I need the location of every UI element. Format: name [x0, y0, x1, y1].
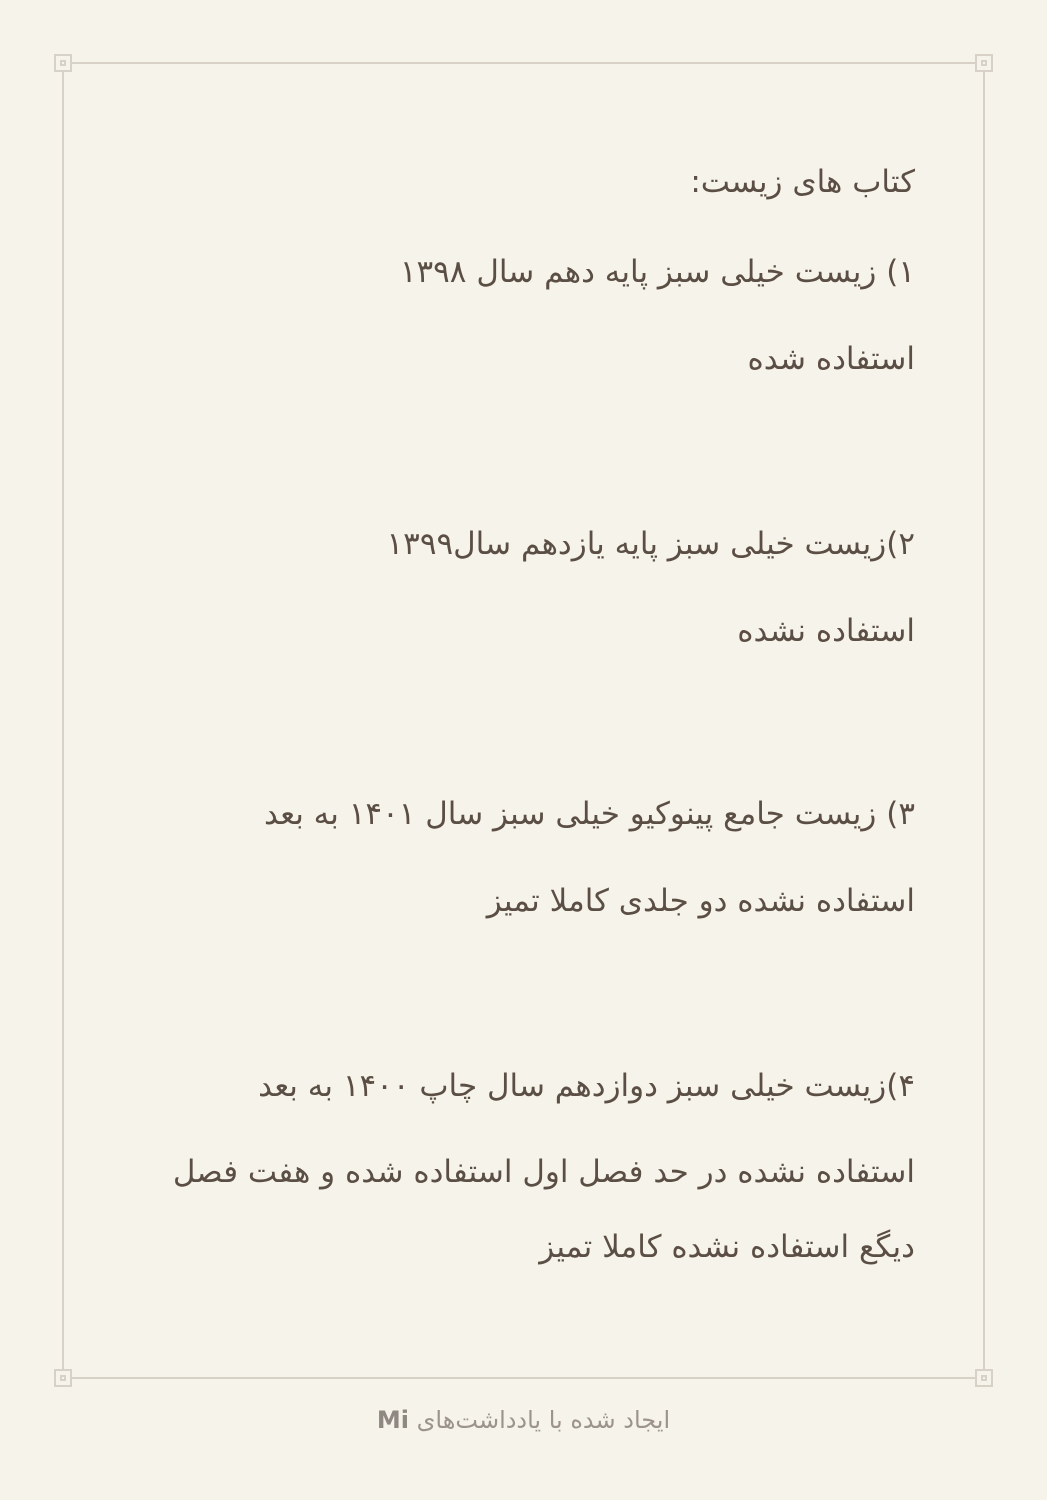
book-1-condition: استفاده شده: [747, 341, 915, 377]
book-2-condition: استفاده نشده: [737, 613, 915, 649]
mi-brand: Mi: [376, 1406, 409, 1434]
book-4-condition-line-1: استفاده نشده در حد فصل اول استفاده شده و هفت فصل: [172, 1154, 915, 1190]
bottom-left-corner-ornament: [54, 1369, 72, 1387]
footer-text: ایجاد شده با یادداشت‌های: [416, 1406, 671, 1434]
book-3-title: ۳) زیست جامع پینوکیو خیلی سبز سال ۱۴۰۱ به بعد: [263, 796, 915, 832]
book-3-condition: استفاده نشده دو جلدی کاملا تمیز: [486, 883, 915, 919]
book-2-title: ۲)زیست خیلی سبز پایه یازدهم سال۱۳۹۹: [386, 526, 915, 562]
book-4-condition-line-2: دیگع استفاده نشده کاملا تمیز: [539, 1229, 915, 1265]
created-with-footer: [0, 1406, 1047, 1434]
note-content: [100, 150, 915, 1320]
note-title: کتاب های زیست:: [690, 164, 915, 200]
top-left-corner-ornament: [54, 54, 72, 72]
top-right-corner-ornament: [975, 54, 993, 72]
book-4-title: ۴)زیست خیلی سبز دوازدهم سال چاپ ۱۴۰۰ به بعد: [258, 1068, 915, 1104]
bottom-right-corner-ornament: [975, 1369, 993, 1387]
book-1-title: ۱) زیست خیلی سبز پایه دهم سال ۱۳۹۸: [399, 254, 915, 290]
